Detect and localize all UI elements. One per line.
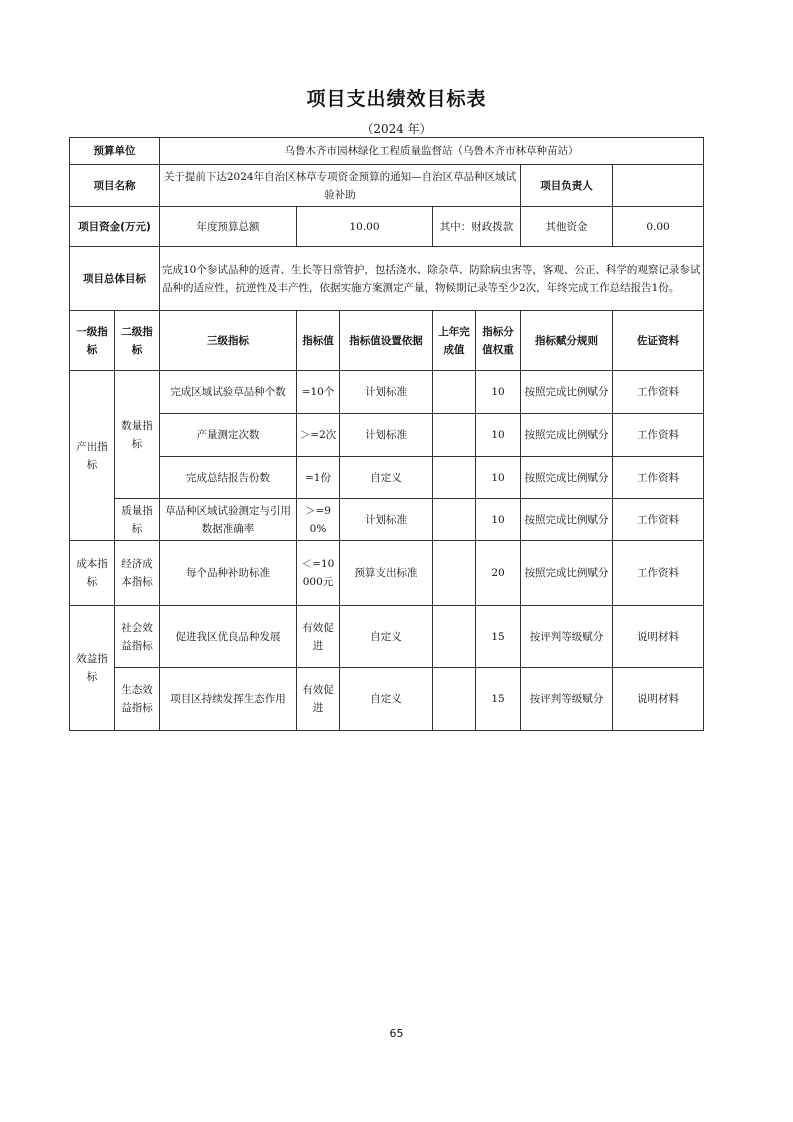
row-prev bbox=[433, 371, 476, 414]
header-level2: 二级指标 bbox=[115, 311, 160, 371]
row-basis: 自定义 bbox=[340, 457, 433, 499]
group-cost: 成本指标 bbox=[70, 541, 115, 606]
name-value: 关于提前下达2024年自治区林草专项资金预算的通知—自治区草品种区域试验补助 bbox=[160, 165, 521, 207]
row-weight: 15 bbox=[476, 606, 521, 668]
goal-value: 完成10个参试品种的返青、生长等日常管护，包括浇水、除杂草、防除病虫害等，客观、公正、科学的观察记录参试品种的适应性，抗逆性及丰产性，依据实施方案测定产量，物候期记录等至少2次，年终完成工作总结报告1份。 bbox=[160, 247, 704, 311]
row-value: =1份 bbox=[297, 457, 340, 499]
header-value: 指标值 bbox=[297, 311, 340, 371]
group-social: 社会效益指标 bbox=[115, 606, 160, 668]
other-value: 0.00 bbox=[613, 207, 704, 247]
row-indicator: 草品种区域试验测定与引用数据准确率 bbox=[160, 499, 297, 541]
page-title: 项目支出绩效目标表 bbox=[306, 88, 487, 110]
unit-value: 乌鲁木齐市园林绿化工程质量监督站（乌鲁木齐市林草种苗站） bbox=[160, 138, 704, 165]
row-basis: 计划标准 bbox=[340, 371, 433, 414]
leader-label: 项目负责人 bbox=[521, 165, 613, 207]
row-evidence: 工作资料 bbox=[613, 499, 704, 541]
name-row bbox=[70, 165, 704, 207]
annual-label: 年度预算总额 bbox=[160, 207, 297, 247]
row-prev bbox=[433, 668, 476, 731]
row-evidence: 工作资料 bbox=[613, 457, 704, 499]
header-evidence: 佐证资料 bbox=[613, 311, 704, 371]
group-benefit: 效益指标 bbox=[70, 606, 115, 731]
row-prev bbox=[433, 606, 476, 668]
row-value: ＞=2次 bbox=[297, 414, 340, 457]
row-indicator: 每个品种补助标准 bbox=[160, 541, 297, 606]
performance-table bbox=[69, 137, 704, 731]
fund-row bbox=[70, 207, 704, 247]
goal-label: 项目总体目标 bbox=[70, 247, 160, 311]
year-label: （2024 年） bbox=[361, 122, 432, 136]
row-basis: 计划标准 bbox=[340, 499, 433, 541]
header-weight: 指标分值权重 bbox=[476, 311, 521, 371]
row-weight: 10 bbox=[476, 371, 521, 414]
row-rule: 按评判等级赋分 bbox=[521, 606, 613, 668]
row-basis: 自定义 bbox=[340, 668, 433, 731]
row-value: 有效促进 bbox=[297, 668, 340, 731]
row-weight: 10 bbox=[476, 457, 521, 499]
row-basis: 计划标准 bbox=[340, 414, 433, 457]
header-level3: 三级指标 bbox=[160, 311, 297, 371]
group-output: 产出指标 bbox=[70, 371, 115, 541]
header-level1: 一级指标 bbox=[70, 311, 115, 371]
row-indicator: 促进我区优良品种发展 bbox=[160, 606, 297, 668]
fiscal-label: 其中：财政拨款 bbox=[433, 207, 521, 247]
row-prev bbox=[433, 457, 476, 499]
annual-value: 10.00 bbox=[297, 207, 433, 247]
row-weight: 10 bbox=[476, 414, 521, 457]
leader-value bbox=[613, 165, 704, 207]
row-rule: 按照完成比例赋分 bbox=[521, 371, 613, 414]
row-value: 有效促进 bbox=[297, 606, 340, 668]
row-evidence: 工作资料 bbox=[613, 541, 704, 606]
row-value: ＜=10000元 bbox=[297, 541, 340, 606]
row-prev bbox=[433, 414, 476, 457]
row-evidence: 说明材料 bbox=[613, 606, 704, 668]
row-rule: 按照完成比例赋分 bbox=[521, 414, 613, 457]
group-economic: 经济成本指标 bbox=[115, 541, 160, 606]
row-weight: 15 bbox=[476, 668, 521, 731]
row-basis: 自定义 bbox=[340, 606, 433, 668]
row-rule: 按评判等级赋分 bbox=[521, 668, 613, 731]
table-row bbox=[70, 457, 704, 499]
row-weight: 10 bbox=[476, 499, 521, 541]
name-label: 项目名称 bbox=[70, 165, 160, 207]
row-indicator: 产量测定次数 bbox=[160, 414, 297, 457]
table-row bbox=[70, 668, 704, 731]
table-row bbox=[70, 499, 704, 541]
row-weight: 20 bbox=[476, 541, 521, 606]
group-ecological: 生态效益指标 bbox=[115, 668, 160, 731]
row-rule: 按照完成比例赋分 bbox=[521, 457, 613, 499]
table-row bbox=[70, 606, 704, 668]
row-rule: 按照完成比例赋分 bbox=[521, 541, 613, 606]
header-rule: 指标赋分规则 bbox=[521, 311, 613, 371]
row-evidence: 工作资料 bbox=[613, 414, 704, 457]
unit-row bbox=[70, 138, 704, 165]
row-indicator: 完成总结报告份数 bbox=[160, 457, 297, 499]
other-label: 其他资金 bbox=[521, 207, 613, 247]
row-evidence: 说明材料 bbox=[613, 668, 704, 731]
header-prev: 上年完成值 bbox=[433, 311, 476, 371]
fund-label: 项目资金(万元) bbox=[70, 207, 160, 247]
group-quality: 质量指标 bbox=[115, 499, 160, 541]
table-row bbox=[70, 541, 704, 606]
table-row bbox=[70, 414, 704, 457]
row-evidence: 工作资料 bbox=[613, 371, 704, 414]
row-prev bbox=[433, 499, 476, 541]
page-number: 65 bbox=[389, 1027, 404, 1040]
table-row bbox=[70, 371, 704, 414]
row-value: =10个 bbox=[297, 371, 340, 414]
row-indicator: 完成区域试验草品种个数 bbox=[160, 371, 297, 414]
unit-label: 预算单位 bbox=[70, 138, 160, 165]
group-quantity: 数量指标 bbox=[115, 371, 160, 499]
row-basis: 预算支出标准 bbox=[340, 541, 433, 606]
row-prev bbox=[433, 541, 476, 606]
header-basis: 指标值设置依据 bbox=[340, 311, 433, 371]
row-value: ＞=90% bbox=[297, 499, 340, 541]
row-rule: 按照完成比例赋分 bbox=[521, 499, 613, 541]
header-row bbox=[70, 311, 704, 371]
row-indicator: 项目区持续发挥生态作用 bbox=[160, 668, 297, 731]
goal-row bbox=[70, 247, 704, 311]
